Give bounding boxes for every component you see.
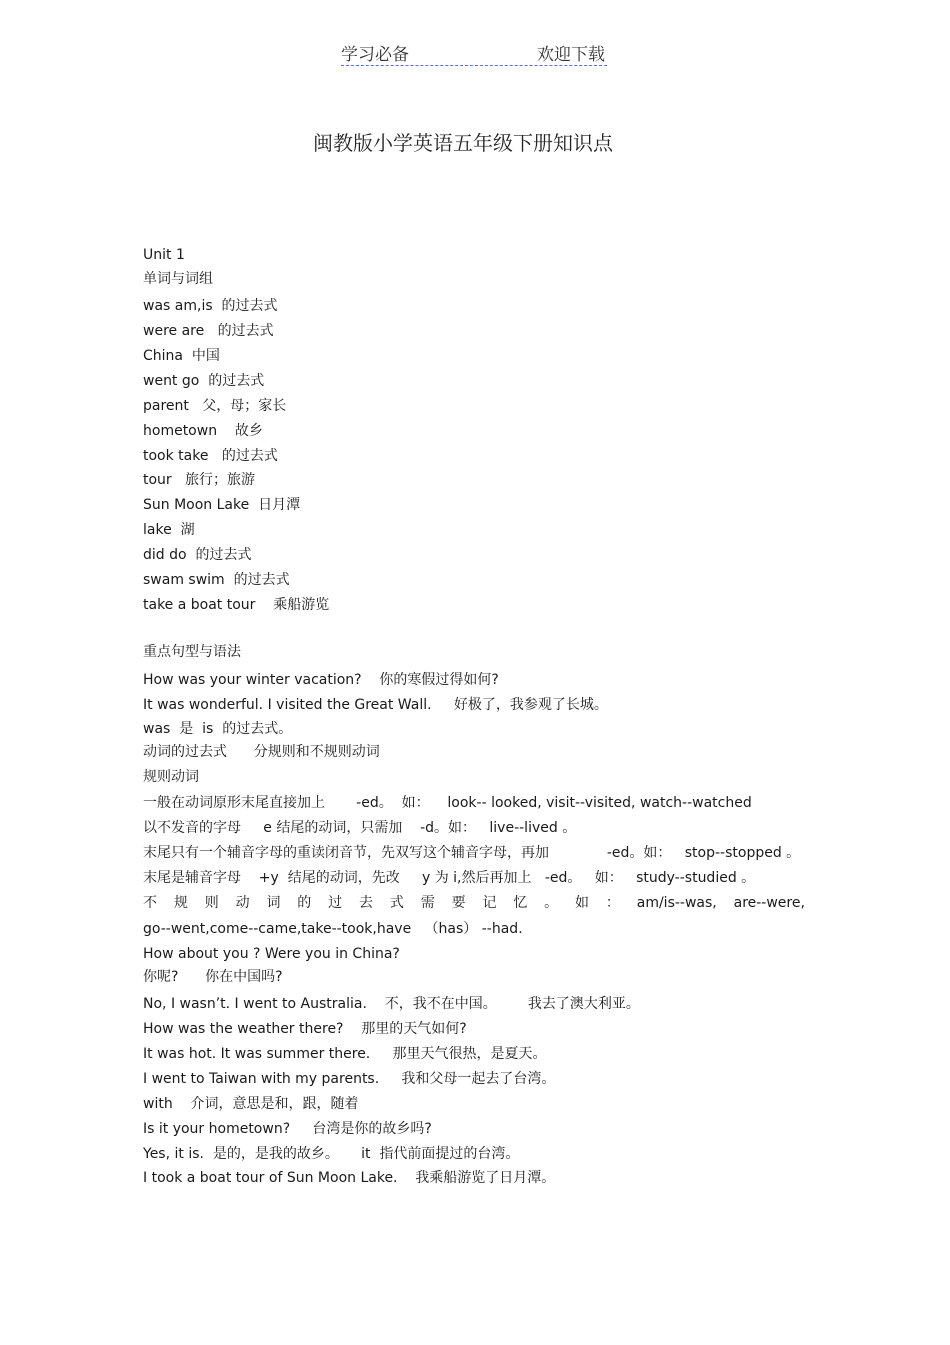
vocab-item: took take 的过去式 [143, 448, 278, 464]
sentence-line: It was hot. It was summer there. 那里天气很热，是夏天。 [143, 1046, 547, 1062]
sentence-line: I took a boat tour of Sun Moon Lake. 我乘船游览了日月潭。 [143, 1170, 556, 1186]
vocab-item: went go 的过去式 [143, 373, 265, 389]
rule-char: 规 [173, 895, 188, 911]
vocab-item: parent 父，母；家长 [143, 398, 287, 414]
irregular-verbs-examples: go--went,come--came,take--took,have （has） --had. [143, 921, 523, 937]
rule-char: 词 [266, 895, 281, 911]
rule-char: 则 [204, 895, 219, 911]
vocab-item: tour 旅行；旅游 [143, 472, 256, 488]
sentence-line: How was the weather there? 那里的天气如何? [143, 1021, 467, 1037]
rule-char: 的 [297, 895, 312, 911]
rule-example: am/is--was, [636, 895, 717, 911]
rule-char: 不 [143, 895, 157, 911]
sentence-line: No, I wasn’t. I went to Australia. 不，我不在中国。 我去了澳大利亚。 [143, 996, 640, 1012]
grammar-rule: 一般在动词原形末尾直接加上 -ed。 如： look-- looked, visit--visited, watch--watched [143, 795, 752, 811]
rule-char: 忆 [513, 895, 528, 911]
rule-char: 如 [575, 895, 590, 911]
vocab-item: was am,is 的过去式 [143, 298, 278, 314]
vocab-item: take a boat tour 乘船游览 [143, 597, 330, 613]
sentence-line: How about you ? Were you in China? [143, 946, 400, 962]
rule-example: are--were, [733, 895, 805, 911]
header-left-text: 学习必备 [341, 45, 409, 65]
rule-char: 式 [389, 895, 404, 911]
sentence-line: How was your winter vacation? 你的寒假过得如何? [143, 672, 499, 688]
vocab-item: swam swim 的过去式 [143, 572, 290, 588]
rule-char: ： [605, 895, 620, 911]
sentence-line: It was wonderful. I visited the Great Wall. 好极了，我参观了长城。 [143, 697, 608, 713]
sentence-line: Is it your hometown? 台湾是你的故乡吗? [143, 1121, 432, 1137]
grammar-note: was 是 is 的过去式。 [143, 721, 293, 737]
rule-char: 过 [328, 895, 343, 911]
page-header [341, 40, 607, 66]
sentence-line: Yes, it is. 是的，是我的故乡。 it 指代前面提过的台湾。 [143, 1146, 520, 1162]
grammar-rule: 末尾是辅音字母 +y 结尾的动词，先改 y 为 i,然后再加上 -ed。 如： study--studied 。 [143, 870, 756, 886]
grammar-rule: 以不发音的字母 e 结尾的动词，只需加 -d。如： live--lived 。 [143, 820, 577, 836]
irregular-verbs-rule [143, 894, 805, 912]
rule-char: 动 [235, 895, 250, 911]
section-heading-grammar: 重点句型与语法 [143, 644, 241, 660]
vocab-item: hometown 故乡 [143, 423, 263, 439]
header-right-text: 欢迎下载 [537, 45, 605, 65]
sentence-line: 你呢? 你在中国吗? [143, 969, 283, 985]
rule-char: 。 [544, 895, 559, 911]
rule-char: 需 [420, 895, 435, 911]
vocab-item: China 中国 [143, 348, 220, 364]
section-heading-vocabulary: 单词与词组 [143, 271, 213, 287]
sentence-line: I went to Taiwan with my parents. 我和父母一起去了台湾。 [143, 1071, 556, 1087]
unit-heading: Unit 1 [143, 247, 185, 263]
document-title: 闽教版小学英语五年级下册知识点 [313, 131, 613, 155]
grammar-note: 规则动词 [143, 769, 199, 785]
grammar-rule: 末尾只有一个辅音字母的重读闭音节，先双写这个辅音字母，再加 -ed。如： stop--stopped 。 [143, 845, 801, 861]
vocab-item: did do 的过去式 [143, 547, 252, 563]
vocab-item: Sun Moon Lake 日月潭 [143, 497, 301, 513]
grammar-note: 动词的过去式 分规则和不规则动词 [143, 744, 380, 760]
vocab-item: were are 的过去式 [143, 323, 274, 339]
vocab-item: lake 湖 [143, 522, 195, 538]
rule-char: 要 [451, 895, 466, 911]
rule-char: 去 [359, 895, 374, 911]
grammar-note: with 介词，意思是和，跟，随着 [143, 1096, 359, 1112]
rule-char: 记 [482, 895, 497, 911]
